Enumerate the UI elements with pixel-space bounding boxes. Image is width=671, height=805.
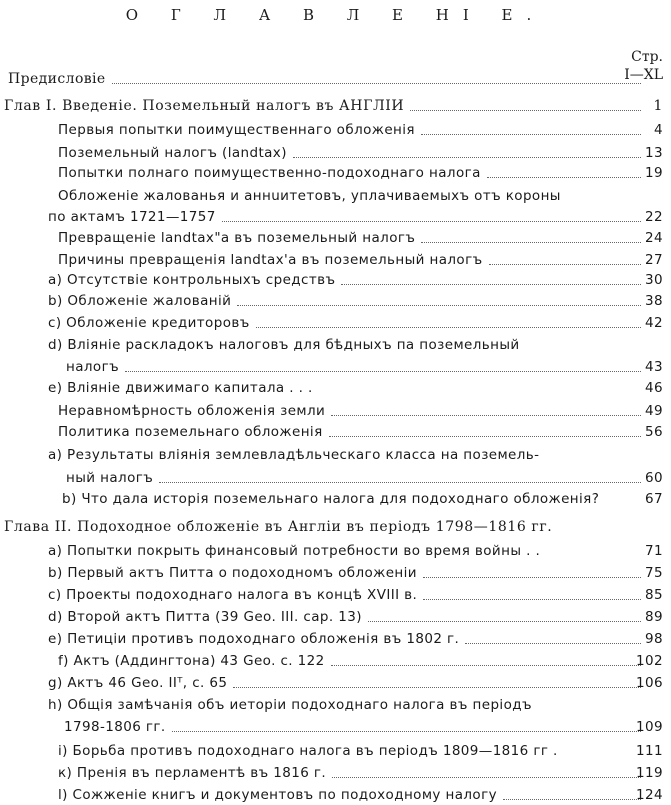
toc-entry-title: l) Сожженіе книгъ и документовъ по подоходному налогу: [58, 787, 497, 803]
toc-entry-page: 56: [645, 424, 663, 440]
toc-entry-title: Обложеніе жалованья и аннuитетовъ, уплачиваемыхъ отъ короны: [58, 188, 561, 204]
toc-entry: [0, 674, 671, 693]
toc-entry: [0, 229, 671, 248]
toc-entry-page: 109: [636, 719, 663, 735]
toc-entry-title: e) Вліяніе движимаго капитала . . .: [48, 380, 313, 396]
dot-leader: [423, 577, 641, 578]
toc-entry-title: h) Общія замѣчанія объ иеторіи подоходнаго налога въ періодъ: [48, 697, 532, 713]
toc-entry: [0, 121, 671, 140]
dot-leader: [112, 83, 641, 84]
toc-entry-title: Причины превращенія landtax'a въ поземельный налогъ: [58, 252, 483, 268]
page-column-label: Стр.: [631, 49, 663, 65]
toc-entry-page: 75: [645, 565, 663, 581]
toc-entry-title: налогъ: [66, 359, 120, 375]
toc-entry-title: Превращеніе landtax"a въ поземельный налогъ: [58, 230, 416, 246]
dot-leader: [233, 687, 641, 688]
toc-entry: [0, 70, 671, 89]
toc-entry-title: c) Обложеніе кредиторовъ: [48, 315, 250, 331]
dot-leader: [421, 242, 641, 243]
toc-entry-page: 13: [645, 145, 663, 161]
toc-entry: [0, 402, 671, 421]
toc-heading: О Г Л А В Л Е НІ Е.: [125, 6, 546, 24]
toc-entry-title: к) Пренія въ перламентѣ въ 1816 г.: [58, 765, 327, 781]
toc-entry-title: Попытки полнаго поимущественно-подоходнаго налога: [58, 165, 481, 181]
dot-leader: [423, 599, 641, 600]
toc-entry: [0, 630, 671, 649]
toc-entry-title: Глав I. Введеніе. Поземельный налогъ въ АНГЛІИ: [4, 98, 405, 114]
toc-entry-page: 22: [645, 209, 663, 225]
toc-entry-page: 67: [645, 491, 663, 507]
toc-entry-title: Неравномѣрность обложенія земли: [58, 403, 326, 419]
dot-leader: [222, 221, 641, 222]
dot-leader: [293, 157, 641, 158]
dot-leader: [331, 665, 641, 666]
dot-leader: [332, 777, 641, 778]
toc-entry-title: b) Обложеніе жалованій: [48, 293, 232, 309]
dot-leader: [329, 436, 641, 437]
toc-entry: [0, 742, 671, 761]
toc-entry: [0, 251, 671, 270]
toc-entry: [0, 314, 671, 333]
toc-entry-page: 24: [645, 230, 663, 246]
toc-entry-page: 1: [653, 98, 663, 114]
toc-entry: [0, 786, 671, 805]
toc-entry-title: Глава II. Подоходное обложеніе въ Англіи въ періодъ 1798—1816 гг.: [4, 519, 553, 535]
preface-page-range: I—XL: [624, 67, 663, 83]
toc-entry-page: 38: [645, 293, 663, 309]
toc-entry: [0, 652, 671, 671]
toc-entry-title: c) Проекты подоходнаго налога въ концѣ XVIII в.: [48, 587, 418, 603]
toc-entry-title: a) Попытки покрыть финансовый потребности во время войны . .: [48, 543, 541, 559]
toc-entry: [0, 336, 671, 355]
toc-entry-page: 19: [645, 165, 663, 181]
toc-entry-title: Поземельный налогъ (landtax): [58, 145, 287, 161]
toc-entry: [0, 764, 671, 783]
dot-leader: [172, 731, 641, 732]
toc-entry-page: 27: [645, 252, 663, 268]
toc-entry-title: Политика поземельнаго обложенія: [58, 424, 323, 440]
toc-entry: [0, 208, 671, 227]
toc-entry-page: 71: [645, 543, 663, 559]
toc-entry: [0, 608, 671, 627]
toc-entry-page: 124: [636, 787, 663, 803]
toc-entry-title: d) Второй актъ Питта (39 Geo. III. cap. 13): [48, 609, 362, 625]
dot-leader: [341, 284, 641, 285]
toc-entry: [0, 586, 671, 605]
toc-chapter-entry: [0, 97, 671, 116]
toc-entry: [0, 144, 671, 163]
toc-chapter-entry: [0, 518, 671, 537]
dot-leader: [465, 643, 641, 644]
toc-entry-page: 4: [654, 122, 663, 138]
toc-entry: [0, 423, 671, 442]
toc-entry-title: d) Вліяніе раскладокъ налоговъ для бѣдныхъ па поземельный: [48, 337, 520, 353]
toc-entry-page: 60: [645, 470, 663, 486]
toc-entry-title: ный налогъ: [66, 470, 154, 486]
toc-entry-page: 102: [636, 653, 663, 669]
toc-entry-page: 85: [645, 587, 663, 603]
toc-entry-title: a) Результаты вліянія землевладѣльческаго класса на поземель-: [48, 447, 540, 463]
toc-entry-page: 111: [636, 743, 663, 759]
toc-entry-title: e) Петиціи противъ подоходнаго обложенія въ 1802 г.: [48, 631, 460, 647]
dot-leader: [489, 264, 641, 265]
dot-leader: [487, 177, 641, 178]
dot-leader: [159, 482, 641, 483]
dot-leader: [368, 621, 641, 622]
toc-entry-page: 49: [645, 403, 663, 419]
toc-entry-title: i) Борьба противъ подоходнаго налога въ періодъ 1809—1816 гг .: [58, 743, 558, 759]
toc-entry-page: 30: [645, 272, 663, 288]
toc-entry: [0, 164, 671, 183]
toc-entry: [0, 564, 671, 583]
toc-entry-title: 1798-1806 гг.: [64, 719, 166, 735]
dot-leader: [410, 110, 641, 111]
toc-entry-page: 119: [636, 765, 663, 781]
toc-entry-title: f) Актъ (Аддингтона) 43 Geo. c. 122: [58, 653, 325, 669]
toc-entry: [0, 379, 671, 398]
dot-leader: [237, 305, 641, 306]
toc-entry: [0, 718, 671, 737]
toc-entry-page: 106: [636, 675, 663, 691]
toc-entry-page: 43: [645, 359, 663, 375]
toc-entry: [0, 490, 671, 509]
toc-entry-page: 42: [645, 315, 663, 331]
toc-entry: [0, 469, 671, 488]
dot-leader: [331, 415, 641, 416]
toc-entry: [0, 271, 671, 290]
toc-entry: [0, 292, 671, 311]
toc-entry-title: b) Первый актъ Питта о подоходномъ обложеніи: [48, 565, 417, 581]
toc-entry-title: g) Актъ 46 Geo. IIᵀ, c. 65: [48, 675, 228, 691]
toc-entry-title: Первыя попытки поимущественнаго обложенія: [58, 122, 415, 138]
toc-entry: [0, 696, 671, 715]
toc-entry: [0, 187, 671, 206]
toc-entry-title: Предисловіе: [8, 71, 106, 87]
toc-entry: [0, 358, 671, 377]
toc-entry-page: 98: [645, 631, 663, 647]
toc-entry-title: b) Что дала исторія поземельнаго налога для подоходнаго обложенія?: [62, 491, 600, 507]
toc-entry: [0, 446, 671, 465]
toc-entry-title: по актамъ 1721—1757: [48, 209, 216, 225]
toc-entry: [0, 542, 671, 561]
toc-entry-page: 46: [645, 380, 663, 396]
dot-leader: [421, 134, 641, 135]
toc-entry-title: a) Отсутствіе контрольныхъ средствъ: [48, 272, 336, 288]
dot-leader: [256, 327, 641, 328]
dot-leader: [125, 371, 641, 372]
toc-entry-page: 89: [645, 609, 663, 625]
